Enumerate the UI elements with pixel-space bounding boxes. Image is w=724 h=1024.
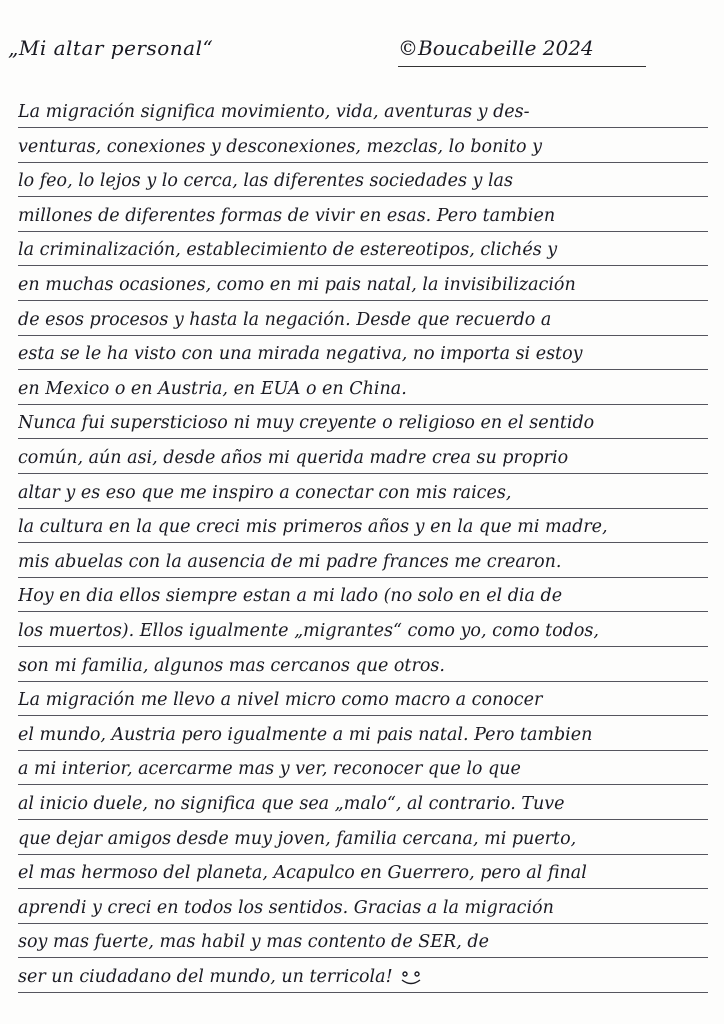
text-line: ser un ciudadano del mundo, un terricola!: [18, 961, 708, 993]
text-line: esta se le ha visto con una mirada negativa, no importa si estoy: [18, 338, 708, 370]
text-line: al inicio duele, no significa que sea „malo“, al contrario. Tuve: [18, 788, 708, 820]
text-line: a mi interior, acercarme mas y ver, reconocer que lo que: [18, 753, 708, 785]
text-line: son mi familia, algunos mas cercanos que otros.: [18, 650, 708, 682]
text-line: mis abuelas con la ausencia de mi padre frances me crearon.: [18, 546, 708, 578]
text-line: venturas, conexiones y desconexiones, mezclas, lo bonito y: [18, 131, 708, 163]
page-title: „Mi altar personal“: [8, 36, 214, 60]
text-line: en muchas ocasiones, como en mi pais natal, la invisibilización: [18, 269, 708, 301]
text-line: de esos procesos y hasta la negación. Desde que recuerdo a: [18, 304, 708, 336]
signature-underline: [398, 66, 646, 67]
text-line: el mas hermoso del planeta, Acapulco en Guerrero, pero al final: [18, 857, 708, 889]
text-line: el mundo, Austria pero igualmente a mi pais natal. Pero tambien: [18, 719, 708, 751]
text-line: los muertos). Ellos igualmente „migrantes“ como yo, como todos,: [18, 615, 708, 647]
text-line: que dejar amigos desde muy joven, familia cercana, mi puerto,: [18, 823, 708, 855]
text-line: La migración significa movimiento, vida, aventuras y des-: [18, 96, 708, 128]
smiley-face-icon: [397, 969, 425, 987]
text-line: millones de diferentes formas de vivir en esas. Pero tambien: [18, 200, 708, 232]
text-body: [0, 96, 724, 1012]
text-line: en Mexico o en Austria, en EUA o en China.: [18, 373, 708, 405]
text-line: lo feo, lo lejos y lo cerca, las diferentes sociedades y las: [18, 165, 708, 197]
text-line: aprendi y creci en todos los sentidos. Gracias a la migración: [18, 892, 708, 924]
text-line: soy mas fuerte, mas habil y mas contento de SER, de: [18, 926, 708, 958]
text-line: La migración me llevo a nivel micro como macro a conocer: [18, 684, 708, 716]
text-line: común, aún asi, desde años mi querida madre crea su proprio: [18, 442, 708, 474]
text-line: Nunca fui supersticioso ni muy creyente o religioso en el sentido: [18, 407, 708, 439]
text-line: la cultura en la que creci mis primeros años y en la que mi madre,: [18, 511, 708, 543]
text-line: altar y es eso que me inspiro a conectar con mis raices,: [18, 477, 708, 509]
copyright-signature: ©Boucabeille 2024: [398, 36, 594, 60]
text-line: la criminalización, establecimiento de estereotipos, clichés y: [18, 234, 708, 266]
text-line: Hoy en dia ellos siempre estan a mi lado (no solo en el dia de: [18, 580, 708, 612]
